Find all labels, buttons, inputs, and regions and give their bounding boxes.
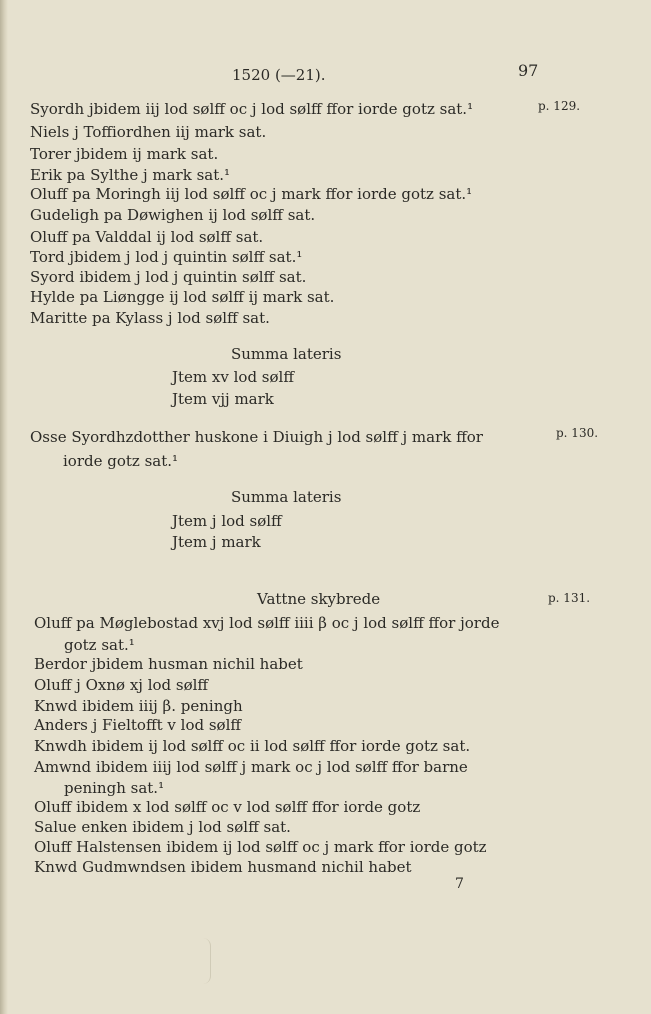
page-number: 97 [518, 61, 539, 80]
section-heading: Vattne skybrede [257, 590, 381, 608]
entry-line: Knwd Gudmwndsen ibidem husmand nichil habet [34, 858, 412, 876]
entry-line: Syord ibidem j lod j quintin sølff sat. [30, 268, 307, 286]
summa-heading: Summa lateris [231, 488, 342, 506]
entry-line-continued: peningh sat.¹ [64, 779, 165, 797]
entry-line: Torer jbidem ij mark sat. [30, 145, 219, 163]
entry-line: Oluff pa Valddal ij lod sølff sat. [30, 228, 264, 246]
margin-ref: p. 130. [556, 426, 599, 440]
entry-line: Oluff pa Møglebostad xvj lod sølff iiii β oc j lod sølff ffor jorde [34, 614, 500, 632]
entry-line: Oluff Halstensen ibidem ij lod sølff oc j mark ffor iorde gotz [34, 838, 487, 856]
binding-edge [0, 0, 8, 1014]
summa-heading: Summa lateris [231, 345, 342, 363]
entry-line-continued: gotz sat.¹ [64, 636, 135, 654]
signature-mark: 7 [455, 876, 464, 892]
entry-line-continued: iorde gotz sat.¹ [63, 452, 179, 470]
paper-mark [200, 938, 211, 984]
entry-line: Erik pa Sylthe j mark sat.¹ [30, 166, 231, 184]
entry-line: Syordh jbidem iij lod sølff oc j lod sølff ffor iorde gotz sat.¹ [30, 100, 474, 118]
margin-ref: p. 131. [548, 591, 591, 605]
summa-item: Jtem xv lod sølff [172, 368, 294, 386]
summa-item: Jtem j mark [172, 533, 261, 551]
running-header: 1520 (—21). [232, 66, 326, 84]
entry-line: Amwnd ibidem iiij lod sølff j mark oc j lod sølff ffor barne [34, 758, 468, 776]
entry-line: Salue enken ibidem j lod sølff sat. [34, 818, 291, 836]
entry-line: Tord jbidem j lod j quintin sølff sat.¹ [30, 248, 303, 266]
summa-item: Jtem vjj mark [172, 390, 274, 408]
entry-line: Oluff j Oxnø xj lod sølff [34, 676, 209, 694]
entry-line: Oluff pa Moringh iij lod sølff oc j mark ffor iorde gotz sat.¹ [30, 185, 473, 203]
entry-line: Knwdh ibidem ij lod sølff oc ii lod sølff ffor iorde gotz sat. [34, 737, 471, 755]
entry-line: Niels j Toffiordhen iij mark sat. [30, 123, 267, 141]
entry-line: Osse Syordhzdotther huskone i Diuigh j lod sølff j mark ffor [30, 428, 483, 446]
margin-ref: p. 129. [538, 99, 581, 113]
entry-line: Hylde pa Liøngge ij lod sølff ij mark sat. [30, 288, 335, 306]
entry-line: Anders j Fieltofft v lod sølff [34, 716, 242, 734]
entry-line: Gudeligh pa Døwighen ij lod sølff sat. [30, 206, 316, 224]
entry-line: Maritte pa Kylass j lod sølff sat. [30, 309, 270, 327]
summa-item: Jtem j lod sølff [172, 512, 282, 530]
entry-line: Knwd ibidem iiij β. peningh [34, 697, 243, 715]
entry-line: Oluff ibidem x lod sølff oc v lod sølff ffor iorde gotz [34, 798, 421, 816]
entry-line: Berdor jbidem husman nichil habet [34, 655, 303, 673]
